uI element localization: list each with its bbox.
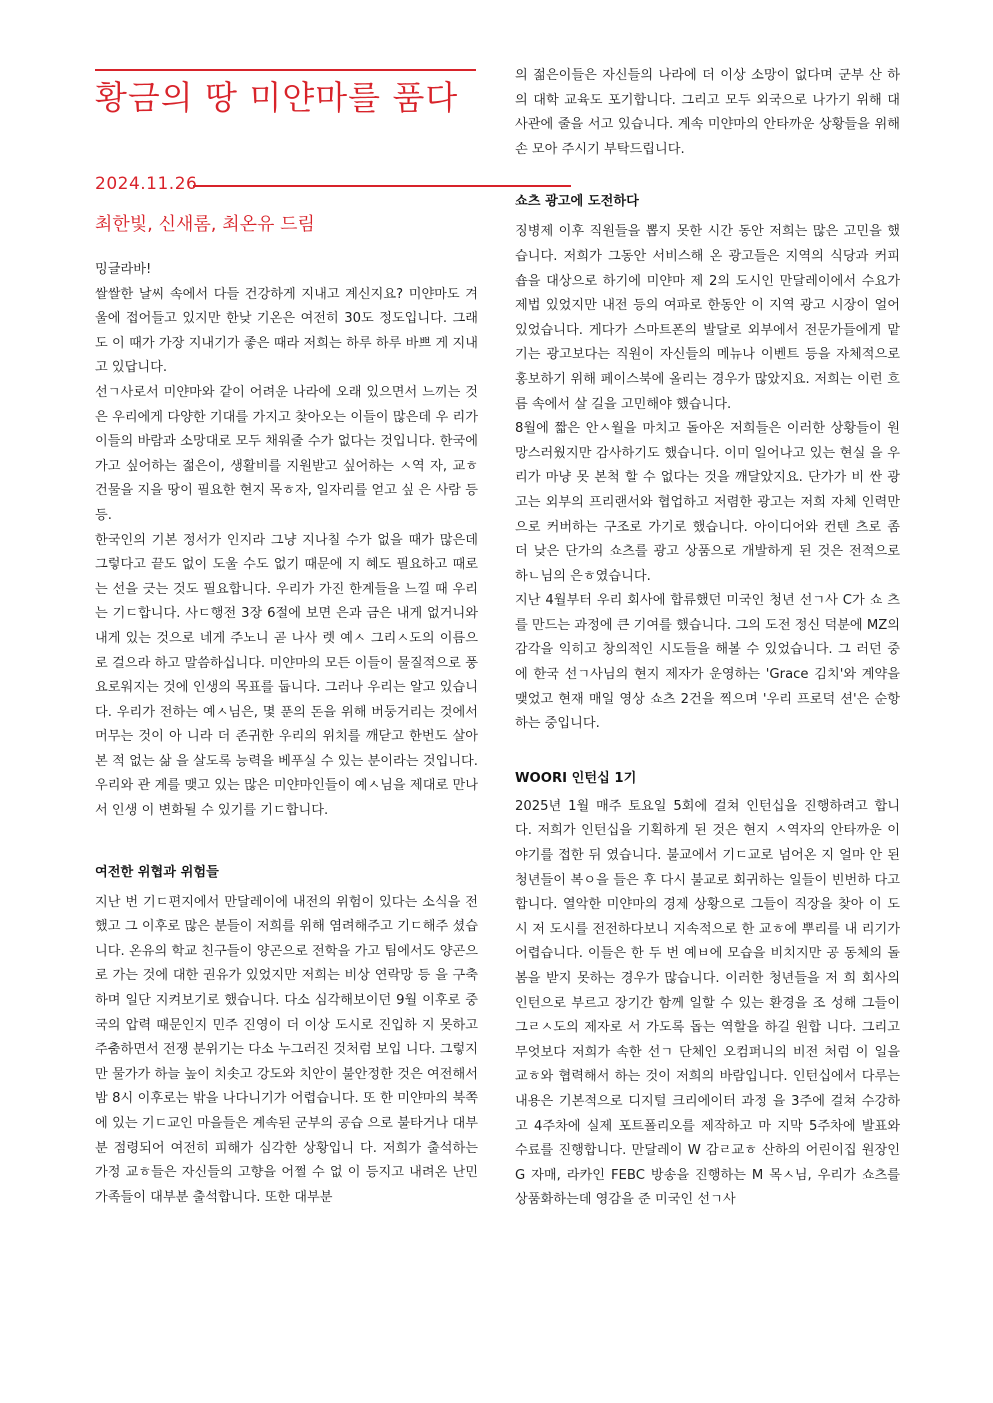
paragraph: 한국인의 기본 정서가 인지라 그냥 지나칠 수가 없을 때가 많은데 그렇다고 끝도 없이 도울 수도 없기 때문에 지 혜도 필요하고 때로는 선을 긋는 것도 필요합니다. 우리가 가진 한계들을 느낄 때 우리는 기ㄷ합니다. 사ㄷ행전 3장 6절에 보면 은과 금은 내게 없거니와 내게 있는 것으로 네게 주노니 곧 나사 렛 예ㅅ 그리ㅅ도의 이름으로 걸으라 하고 말씀하십니다. 미얀마의 모든 이들이 물질적으로 풍요로워지는 것에 인생의 목표를 둡니다. 그러나 우리는 알고 있습니다. 우리가 전하는 예ㅅ님은, 몇 푼의 돈을 위해 버둥거리는 것에서 머무는 것이 아 니라 더 존귀한 우리의 위치를 깨닫고 한번도 살아본 적 없는 삶 을 살도록 능력을 베푸실 수 있는 분이라는 것입니다. 우리와 관 계를 맺고 있는 많은 미얀마인들이 예ㅅ님을 제대로 만나서 인생 이 변화될 수 있기를 기ㄷ합니다.	[95, 532, 478, 819]
authors-line: 최한빛, 신새롬, 최온유 드림	[95, 214, 315, 235]
greeting: 밍글라바!	[95, 262, 152, 277]
paragraph: 2025년 1월 매주 토요일 5회에 걸쳐 인턴십을 진행하려고 합니 다. 저희가 인턴십을 기획하게 된 것은 현지 ㅅ역자의 안타까운 이 야기를 접한 뒤 였습니다. 불교에서 기ㄷ교로 넘어온 지 얼마 안 된 청년들이 복ㅇ을 들은 후 다시 불교로 회귀하는 일들이 빈번하 다고 합니다. 열악한 미얀마의 경제 상황으로 그들이 직장을 찾아 이 도시 저 도시를 전전하다보니 지속적으로 한 교ㅎ에 뿌리를 내 리기가 어렵습니다. 이들은 한 두 번 예ㅂ에 모습을 비치지만 공 동체의 돌봄을 받지 못하는 경우가 많습니다. 이러한 청년들을 저 희 회사의 인턴으로 부르고 장기간 함께 일할 수 있는 환경을 조 성해 그들이 그ㄹㅅ도의 제자로 서 가도록 돕는 역할을 하길 원합 니다. 그리고 무엇보다 저희가 속한 선ㄱ 단체인 오컴퍼니의 비전 처럼 이 일을 교ㅎ와 협력해서 하는 것이 저희의 바람입니다. 인턴십에서 다루는 내용은 기본적으로 디지털 크리에이터 과정 을 3주에 걸쳐 수강하고 4주차에 실제 포트폴리오를 제작하고 마 지막 5주차에 발표와 수료를 진행합니다. 만달레이 W 감ㄹ교ㅎ 산하의 어린이집 원장인 G 자매, 라카인 FEBC 방송을 진행하는 M 목ㅅ님, 우리가 쇼츠를 상품화하는데 영감을 준 미국인 선ㄱ사	[515, 798, 900, 1208]
section-heading: WOORI 인턴십 1기	[515, 770, 637, 786]
letter-date: 2024.11.26	[95, 174, 198, 194]
paragraph: 지난 번 기ㄷ편지에서 만달레이에 내전의 위험이 있다는 소식을 전했고 그 이후로 많은 분들이 저희를 위해 염려해주고 기ㄷ해주 셨습니다. 온유의 학교 친구들이 양곤으로 전학을 가고 팀에서도 양곤으로 가는 것에 대한 권유가 있었지만 저희는 비상 연락망 등 을 구축하며 일단 지켜보기로 했습니다. 다소 심각해보이던 9월 이후로 중국의 압력 때문인지 민주 진영이 더 이상 도시로 진입하 지 못하고 주춤하면서 전쟁 분위기는 다소 누그러진 것처럼 보입 니다. 그렇지만 물가가 하늘 높이 치솟고 강도와 치안이 불안정한 것은 여전해서 밤 8시 이후로는 밖을 나다니기가 어렵습니다. 또 한 미얀마의 북쪽에 있는 기ㄷ교인 마을들은 계속된 군부의 공습 으로 불타거나 대부분 점령되어 여전히 피해가 심각한 상황입니 다. 저희가 출석하는 가정 교ㅎ들은 자신들의 고향을 어쩔 수 없 이 등지고 내려온 난민 가족들이 대부분 출석합니다. 또한 대부분	[95, 894, 478, 1205]
left-column	[95, 258, 478, 1210]
paragraph: 지난 4월부터 우리 회사에 합류했던 미국인 청년 선ㄱ사 C가 쇼 츠를 만드는 과정에 큰 기여를 했습니다. 그의 도전 정신 덕분에 MZ의 감각을 익히고 창의적인 시도들을 해볼 수 있었습니다. 그 러던 중에 한국 선ㄱ사님의 현지 제자가 운영하는 'Grace 김치'와 계약을 맺었고 현재 매일 영상 쇼츠 2건을 찍으며 '우리 프로덕 션'은 순항하는 중입니다.	[515, 593, 900, 732]
paragraph: 징병제 이후 직원들을 뽑지 못한 시간 동안 저희는 많은 고민을 했 습니다. 저희가 그동안 서비스해 온 광고들은 지역의 식당과 커피 숍을 대상으로 하기에 미얀마 제 2의 도시인 만달레이에서 수요가 제법 있었지만 내전 등의 여파로 한동안 이 지역 광고 시장이 얼어 있었습니다. 게다가 스마트폰의 발달로 외부에서 전문가들에게 맡 기는 광고보다는 직원이 자신들의 메뉴나 이벤트 등을 자체적으로 홍보하기 위해 페이스북에 올리는 경우가 많았지요. 저희는 이런 흐름 속에서 살 길을 고민해야 했습니다.	[515, 224, 900, 412]
section-heading: 쇼츠 광고에 도전하다	[515, 194, 639, 210]
page-title: 황금의 땅 미얀마를 품다	[95, 78, 459, 117]
paragraph: 쌀쌀한 날씨 속에서 다들 건강하게 지내고 계신지요? 미얀마도 겨울에 접어들고 있지만 한낮 기온은 여전히 30도 정도입니다. 그래도 이 때가 가장 지내기가 좋은 때라 저희는 하루 하루 바쁘 게 지내고 있답니다.	[95, 286, 478, 376]
paragraph: 선ㄱ사로서 미얀마와 같이 어려운 나라에 오래 있으면서 느끼는 것은 우리에게 다양한 기대를 가지고 찾아오는 이들이 많은데 우 리가 이들의 바람과 소망대로 모두 채워줄 수가 없다는 것입니다. 한국에 가고 싶어하는 젊은이, 생활비를 지원받고 싶어하는 ㅅ역 자, 교ㅎ 건물을 지을 땅이 필요한 현지 목ㅎ자, 일자리를 얻고 싶 은 사람 등등.	[95, 384, 478, 523]
section-heading: 여전한 위협과 위험들	[95, 864, 219, 880]
paragraph: 의 젊은이들은 자신들의 나라에 더 이상 소망이 없다며 군부 산 하의 대학 교육도 포기합니다. 그리고 모두 외국으로 나가기 위해 대사관에 줄을 서고 있습니다. 계속 미얀마의 안타까운 상황들을 위해 손 모아 주시기 부탁드립니다.	[515, 68, 900, 157]
title-top-rule	[95, 69, 476, 71]
paragraph: 8월에 짧은 안ㅅ월을 마치고 돌아온 저희들은 이러한 상황들이 원망스러웠지만 감사하기도 했습니다. 이미 일어나고 있는 현실 을 우리가 마냥 못 본척 할 수 없다는 것을 깨달았지요. 단가가 비 싼 광고는 외부의 프리랜서와 협업하고 저렴한 광고는 저희 자체 인력만으로 커버하는 구조로 가기로 했습니다. 아이디어와 컨텐 츠로 좀 더 낮은 단가의 쇼츠를 광고 상품으로 개발하게 된 것은 전적으로 하ㄴ님의 은ㅎ였습니다.	[515, 421, 900, 584]
right-column	[515, 64, 900, 1213]
